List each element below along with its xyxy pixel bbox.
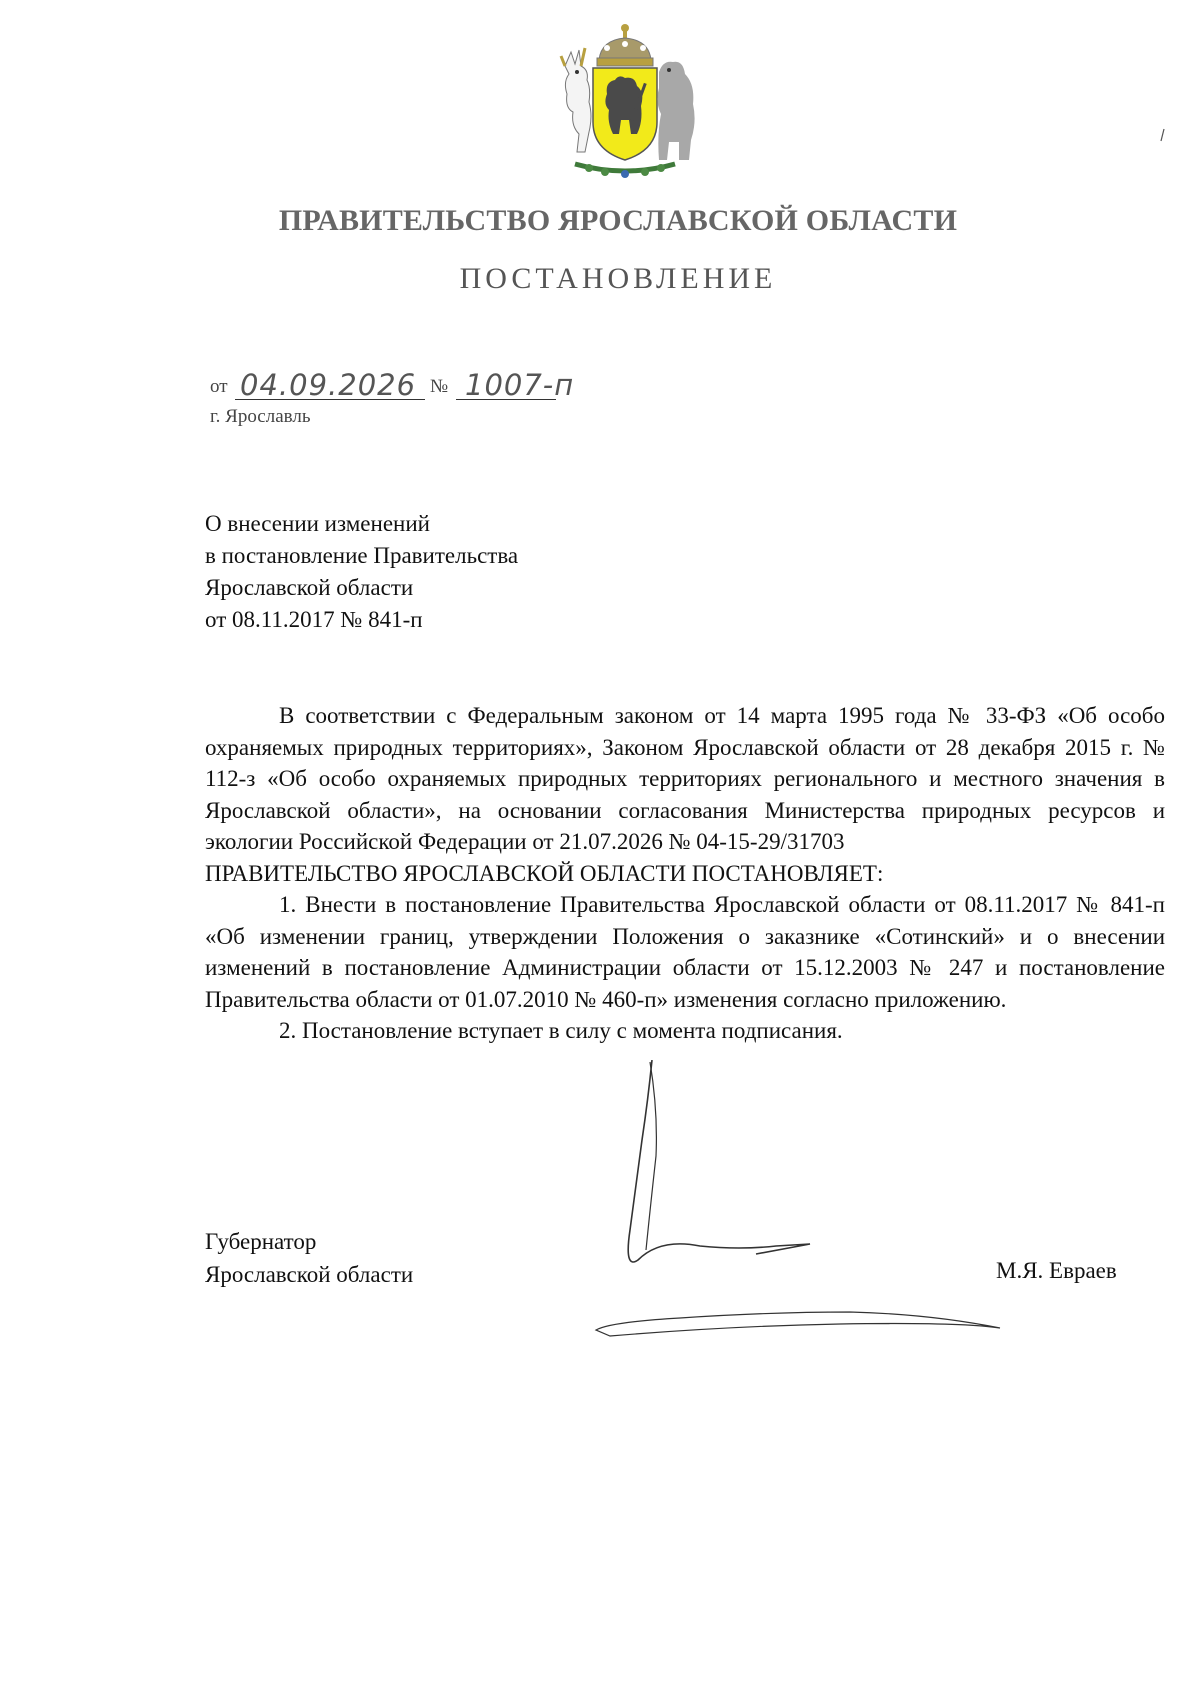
signatory-name: М.Я. Евраев [996,1258,1117,1283]
document-type: ПОСТАНОВЛЕНИЕ [459,262,777,295]
position-line: Ярославской области [205,1262,414,1287]
subject-line: от 08.11.2017 № 841-п [205,607,423,632]
registration-row [210,360,630,400]
document-body [205,700,1165,1047]
coat-of-arms-emblem [545,22,705,182]
margin-mark [1158,128,1168,142]
position-line: Губернатор [205,1229,317,1254]
organization-title: ПРАВИТЕЛЬСТВО ЯРОСЛАВСКОЙ ОБЛАСТИ [278,204,958,237]
registration-number: 1007-п [465,368,575,402]
document-subject [205,508,518,636]
signatory-position [205,1225,413,1291]
number-prefix: № [430,376,449,397]
city: г. Ярославль [210,406,311,427]
subject-line: Ярославской области [205,575,414,600]
subject-line: О внесении изменений [205,511,430,536]
crown-icon [597,24,653,66]
handwritten-signature [590,1060,1050,1360]
subject-line: в постановление Правительства [205,543,519,568]
item-1-paragraph: 1. Внести в постановление Правительства Ярославской области от 08.11.2017 № 841-п «Об изменении границ, утверждении Положения о заказнике «Сотинский» и о внесении изменений в постановление Администрации области от 15.12.2003 № 247 и постановление Правительства области от 01.07.2010 № 460-п» изменения согласно приложению. [205,892,1165,1012]
date-prefix: от [210,376,228,397]
preamble-paragraph: В соответствии с Федеральным законом от 14 марта 1995 года № 33-ФЗ «Об особо охраняемых природных территориях», Законом Ярославской области от 28 декабря 2015 г. № 112-з «Об особо охраняемых природных территориях регионального и местного значения в Ярославской области», на основании согласования Министерства природных ресурсов и экологии Российской Федерации от 21.07.2026 № 04-15-29/31703 [205,703,1165,854]
decree-line: ПРАВИТЕЛЬСТВО ЯРОСЛАВСКОЙ ОБЛАСТИ ПОСТАНОВЛЯЕТ: [205,860,884,886]
item-2-paragraph: 2. Постановление вступает в силу с момента подписания. [279,1018,843,1043]
registration-date: 04.09.2026 [240,368,417,402]
